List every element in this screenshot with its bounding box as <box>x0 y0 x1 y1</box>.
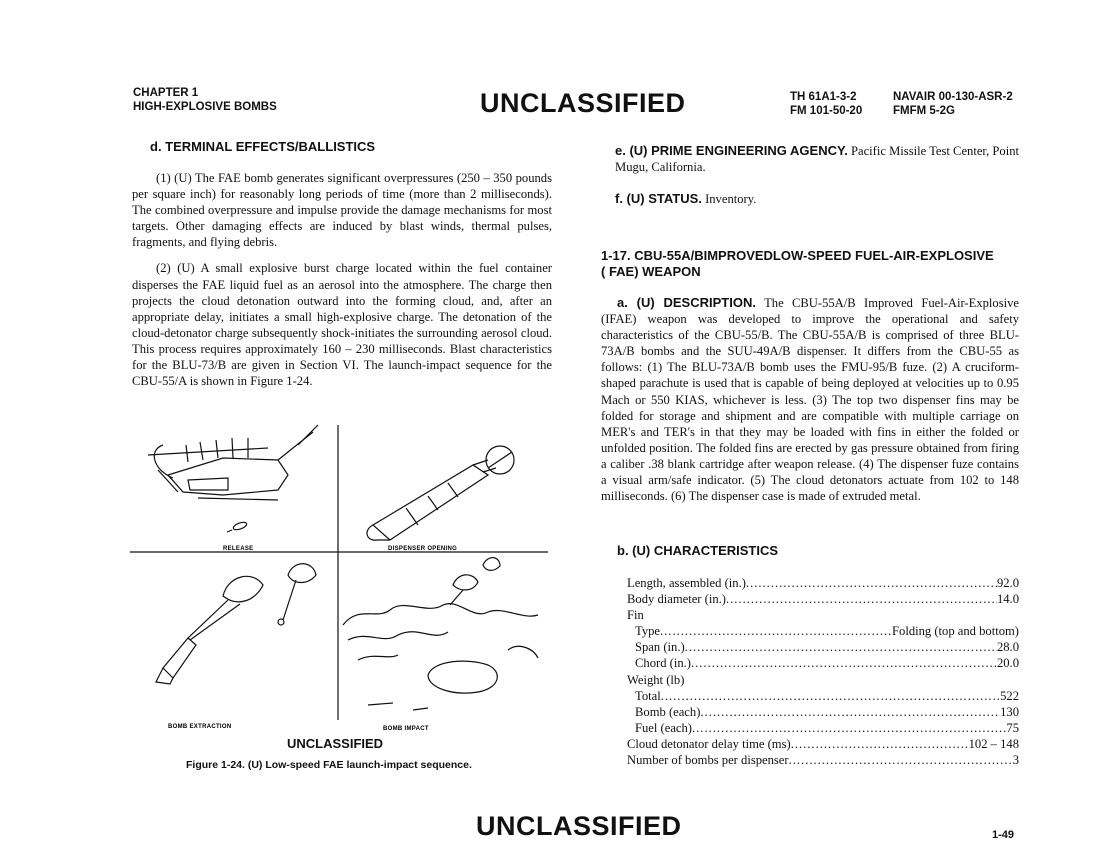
characteristic-value: 3 <box>1012 753 1019 768</box>
characteristic-label: Number of bombs per dispenser <box>627 753 789 768</box>
characteristic-value: 522 <box>1000 688 1019 703</box>
leader-dots <box>700 704 1000 720</box>
heading-1-17 <box>601 248 1021 280</box>
top-classification: UNCLASSIFIED <box>480 88 686 118</box>
characteristic-label: Chord (in.) <box>635 656 691 671</box>
characteristic-label: Type <box>635 624 660 639</box>
characteristic-row <box>627 752 1019 768</box>
dispenser-drawing <box>367 446 514 540</box>
leader-dots <box>746 575 997 591</box>
section-e <box>615 143 1019 175</box>
heading-1-17-line-1: 1-17. CBU-55A/BIMPROVEDLOW-SPEED FUEL-AIR-EXPLOSIVE <box>601 248 994 263</box>
characteristic-row <box>627 607 1019 623</box>
section-d-heading: d. TERMINAL EFFECTS/BALLISTICS <box>150 139 376 154</box>
section-a-text: The CBU-55A/B Improved Fuel-Air-Explosive (IFAE) weapon was developed to improve the operational and safety characteristics of the CBU-55/B. The CBU-55A/B is comprised of three BLU-73A/B bombs and the SUU-49A/B dispenser. It differs from the CBU-55 as follows: (1) The BLU-73A/B bomb uses the FMU-95/B fuze. (2) A cruciform-shaped parachute is used that is capable of being deployed at velocities up to 0.95 Mach or 550 KIAS, whichever is less. (3) The top two dispenser fins may be folded for storage and shipment and are compatible with multiple carriage on MER's and TER's in that they may be loaded with fins in either the folded or unfolded position. The folded fins are erected by gas pressure obtained from firing a caliber .38 blank cartridge after weapon release. (4) The dispenser fuze contains a visual arm/safe indicator. (5) The cloud detonators actuate from 102 to 148 milliseconds. (6) The dispenser case is made of extruded metal. <box>601 296 1019 504</box>
heading-1-17-line-2: ( FAE) WEAPON <box>601 264 701 279</box>
label-release: RELEASE <box>223 546 254 552</box>
doc-id-th: TH 61A1-3-2 <box>790 91 857 103</box>
section-b-heading: b. (U) CHARACTERISTICS <box>617 543 779 558</box>
bottom-classification: UNCLASSIFIED <box>476 811 682 841</box>
paragraph-1: (1) (U) The FAE bomb generates significant overpressures (250 – 350 pounds per square inch) for reasonably long periods of time (more than 2 milliseconds). The combined overpressure and impulse provide the damage mechanisms for most targets. Other damaging effects are induced by blast winds, thermal pulses, fragments, and flying debris. <box>132 171 552 250</box>
doc-id-fm: FM 101-50-20 <box>790 105 863 117</box>
characteristic-row <box>627 639 1019 655</box>
leader-dots <box>685 639 997 655</box>
characteristic-row <box>627 704 1019 720</box>
characteristic-value: 14.0 <box>996 592 1019 607</box>
figure-classification: UNCLASSIFIED <box>287 736 384 751</box>
characteristic-value: 130 <box>1000 704 1019 719</box>
characteristic-row <box>627 736 1019 752</box>
leader-dots <box>691 655 997 671</box>
characteristic-value: 20.0 <box>996 656 1019 671</box>
characteristic-label: Body diameter (in.) <box>627 592 726 607</box>
leader-dots <box>692 720 1006 736</box>
released-dispenser-drawing <box>227 521 248 532</box>
characteristic-row <box>627 688 1019 704</box>
chapter-number: CHAPTER 1 <box>133 87 199 99</box>
page-number: 1-49 <box>992 829 1015 841</box>
bomb-impact-drawing <box>343 558 538 710</box>
characteristic-value: Folding (top and bottom) <box>892 624 1019 639</box>
leader-dots <box>789 752 1013 768</box>
section-a-heading: a. (U) DESCRIPTION. <box>617 295 756 310</box>
doc-id-navair: NAVAIR 00-130-ASR-2 <box>893 91 1013 103</box>
section-f-text: Inventory. <box>705 192 757 206</box>
leader-dots <box>660 623 892 639</box>
characteristic-value: 28.0 <box>996 640 1019 655</box>
characteristic-row <box>627 655 1019 671</box>
characteristic-label: Cloud detonator delay time (ms) <box>627 736 791 751</box>
section-e-text: Pacific Missile Test Center, Point Mugu, California. <box>615 144 1020 175</box>
helicopter-drawing <box>148 425 318 500</box>
leader-dots <box>791 736 969 752</box>
label-bomb-impact: BOMB IMPACT <box>383 726 429 732</box>
characteristic-value: 92.0 <box>996 576 1019 590</box>
characteristic-label: Fuel (each) <box>635 720 692 735</box>
doc-ids <box>790 90 1013 118</box>
characteristic-row <box>627 591 1019 607</box>
label-bomb-extraction: BOMB EXTRACTION <box>168 724 232 730</box>
chapter-title: HIGH-EXPLOSIVE BOMBS <box>133 101 277 113</box>
characteristic-value: 75 <box>1006 720 1019 735</box>
section-f-heading: f. (U) STATUS. <box>615 191 702 206</box>
characteristics-table <box>627 575 1019 768</box>
characteristic-row <box>627 623 1019 639</box>
leader-dots <box>661 688 1000 704</box>
bomb-extraction-drawing <box>156 564 316 684</box>
figure-caption: Figure 1-24. (U) Low-speed FAE launch-impact sequence. <box>186 759 472 771</box>
figure-1-24 <box>128 420 548 750</box>
leader-dots <box>726 591 997 607</box>
paragraph-2: (2) (U) A small explosive burst charge located within the fuel container disperses the FAE liquid fuel as an aerosol into the atmosphere. The charge then projects the cloud detonation outward into the forming cloud, and, after an appropriate delay, initiates a small high-explosive charge. The detonation of the cloud-detonator charge subsequently shock-initiates the surrounding aerosol cloud. This process requires approximately 160 – 230 milliseconds. Blast characteristics for the BLU-73/B are given in Section VI. The launch-impact sequence for the CBU-55/A is shown in Figure 1-24. <box>132 261 552 389</box>
characteristic-value: 102 – 148 <box>968 736 1019 751</box>
doc-id-fmfm: FMFM 5-2G <box>893 105 955 117</box>
characteristic-label: Fin <box>627 608 644 623</box>
characteristic-label: Span (in.) <box>635 640 685 655</box>
launch-sequence-illustration <box>128 420 548 750</box>
section-f <box>615 191 1019 207</box>
characteristic-label: Bomb (each) <box>635 704 701 719</box>
section-a <box>601 295 1019 504</box>
characteristic-label: Weight (lb) <box>627 672 685 687</box>
characteristic-row <box>627 672 1019 688</box>
label-dispenser-opening: DISPENSER OPENING <box>388 546 458 552</box>
characteristic-row <box>627 575 1019 591</box>
characteristic-row <box>627 720 1019 736</box>
section-d-body <box>132 170 552 389</box>
characteristic-label: Length, assembled (in.) <box>627 576 746 590</box>
chapter-header <box>133 86 277 114</box>
characteristic-label: Total <box>635 688 661 703</box>
section-e-heading: e. (U) PRIME ENGINEERING AGENCY. <box>615 143 848 158</box>
